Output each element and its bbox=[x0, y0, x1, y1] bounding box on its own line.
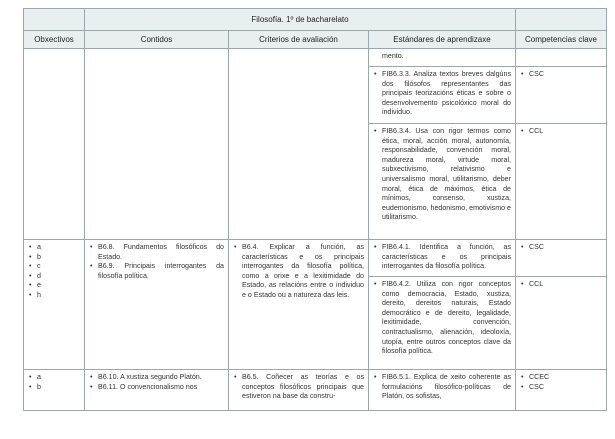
objective-item: • a bbox=[28, 243, 80, 253]
competency-item: • CCL bbox=[520, 127, 602, 137]
content-item: • B6.11. O convencionalismo nos bbox=[89, 383, 224, 393]
objective-item: • h bbox=[28, 291, 80, 301]
competencies-cell bbox=[516, 370, 607, 411]
criterion-item: • B6.5. Coñecer as teorías e os conceptos filosóficos principais que estiveron na base da constru- bbox=[233, 373, 364, 402]
standard-text: • FIB6.4.1. Identifica a función, as características e os principais interrogantes da filosofía política. bbox=[373, 243, 511, 272]
competency-item: • CCL bbox=[520, 280, 602, 290]
curriculum-table bbox=[23, 8, 607, 411]
standard-text: mento. bbox=[382, 52, 404, 60]
objectives-cell bbox=[24, 49, 85, 240]
criteria-cell bbox=[229, 49, 369, 240]
standard-cell bbox=[369, 49, 516, 67]
curriculum-table-page bbox=[23, 8, 606, 411]
column-header-criteria: Criterios de avaliación bbox=[229, 31, 369, 49]
table-title: Filosofía. 1º de bacharelato bbox=[85, 9, 516, 31]
standard-cell bbox=[369, 370, 516, 411]
column-header-standards: Estándares de aprendizaxe bbox=[369, 31, 516, 49]
criterion-item: • B6.4. Explicar a función, as características e os principais interrogantes da filosofía política, como a orixe e a lexitimidade do Estado, as relacións entre o individuo e o Estado ou a natureza das leis. bbox=[233, 243, 364, 301]
objective-item: • b bbox=[28, 383, 80, 393]
header-empty-cell bbox=[24, 9, 85, 31]
table-row bbox=[24, 49, 607, 67]
column-header-contents: Contidos bbox=[85, 31, 229, 49]
table-row bbox=[24, 240, 607, 277]
competency-item: • CCEC bbox=[520, 373, 602, 383]
objective-item: • c bbox=[28, 262, 80, 272]
competencies-cell bbox=[516, 49, 607, 67]
objectives-cell bbox=[24, 370, 85, 411]
content-item: • B6.9. Principais interrogantes da filosofía política. bbox=[89, 262, 224, 281]
competencies-cell bbox=[516, 124, 607, 240]
standard-text: • FIB6.3.4. Usa con rigor termos como ética, moral, acción moral, autonomía, responsabilidade, convención moral, madureza moral, virtude moral, subxectivismo, relativismo e universalismo moral, utilitarismo, deber moral, ética de máximos, ética de mínimos, consenso, xustiza, eudemonismo, hedonismo, emotivismo e utilitarismo. bbox=[373, 127, 511, 223]
standard-cell bbox=[369, 124, 516, 240]
content-item: • B6.10. A xustiza segundo Platón. bbox=[89, 373, 224, 383]
objective-item: • b bbox=[28, 253, 80, 263]
criteria-cell bbox=[229, 240, 369, 370]
contents-cell bbox=[85, 49, 229, 240]
objectives-cell bbox=[24, 240, 85, 370]
competency-item: • CSC bbox=[520, 243, 602, 253]
standard-cell bbox=[369, 240, 516, 277]
competency-item: • CSC bbox=[520, 383, 602, 393]
objective-item: • e bbox=[28, 281, 80, 291]
competencies-cell bbox=[516, 277, 607, 370]
standard-text: • FIB6.3.3. Analiza textos breves dalgúns dos filósofos representantes das principais teorizacións éticas e sobre o desenvolvemento psicolóxico moral do individuo. bbox=[373, 70, 511, 118]
competencies-cell bbox=[516, 240, 607, 277]
objective-item: • a bbox=[28, 373, 80, 383]
header-empty-cell bbox=[516, 9, 607, 31]
column-header-objectives: Obxectivos bbox=[24, 31, 85, 49]
standard-text: • FIB6.5.1. Explica de xeito coherente as formulacións filosófico-políticas de Platón, os sofistas, bbox=[373, 373, 511, 402]
standard-text: • FIB6.4.2. Utiliza con rigor conceptos como democracia, Estado, xustiza, dereito, dereitos naturais, Estado democrático e de dereito, legalidade, lexitimidade, convención, contractualismo, alienación, ideoloxía, utopía, entre outros conceptos clave da filosofía política. bbox=[373, 280, 511, 357]
competency-item: • CSC bbox=[520, 70, 602, 80]
competencies-cell bbox=[516, 67, 607, 124]
table-row bbox=[24, 370, 607, 411]
objective-item: • d bbox=[28, 272, 80, 282]
contents-cell bbox=[85, 370, 229, 411]
standard-cell bbox=[369, 67, 516, 124]
column-header-competencies: Competencias clave bbox=[516, 31, 607, 49]
content-item: • B6.8. Fundamentos filosóficos do Estado. bbox=[89, 243, 224, 262]
contents-cell bbox=[85, 240, 229, 370]
criteria-cell bbox=[229, 370, 369, 411]
standard-cell bbox=[369, 277, 516, 370]
